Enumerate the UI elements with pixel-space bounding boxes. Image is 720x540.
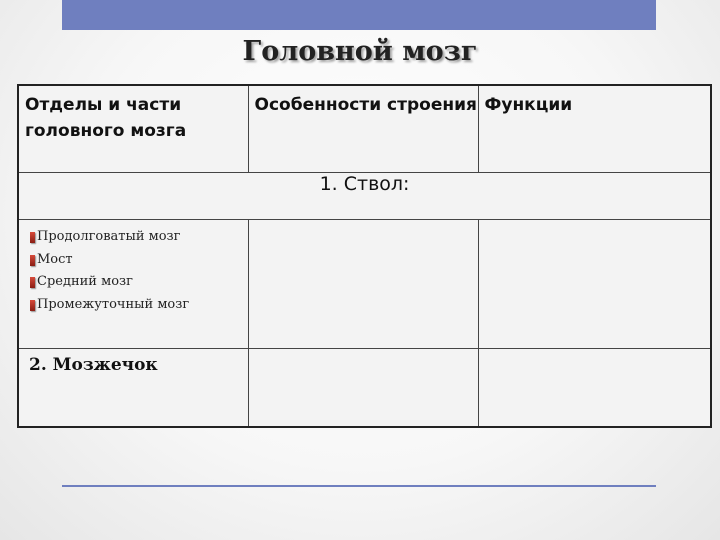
header-functions-label: Функции — [484, 95, 573, 115]
cerebellum-cell — [18, 349, 248, 428]
bottom-accent-line — [62, 485, 656, 487]
table-row-stem-parts — [18, 220, 711, 349]
bullet-icon — [30, 300, 35, 311]
header-parts-label: Отделы и части головного мозга — [25, 95, 187, 141]
bullet-icon — [30, 277, 35, 288]
table-header-row — [18, 85, 711, 173]
header-cell-parts — [18, 85, 248, 173]
stem-structure-cell — [248, 220, 478, 349]
header-cell-functions — [478, 85, 711, 173]
list-item — [31, 249, 248, 272]
bullet-icon — [30, 232, 35, 243]
cerebellum-label: 2. Мозжечок — [29, 355, 158, 375]
list-item — [31, 226, 248, 249]
section-row-stem — [18, 173, 711, 220]
stem-parts-list — [19, 220, 248, 316]
list-item-label: Промежуточный мозг — [37, 296, 190, 312]
cerebellum-structure-cell — [248, 349, 478, 428]
section-cell-stem — [18, 173, 711, 220]
bullet-icon — [30, 255, 35, 266]
list-item — [31, 271, 248, 294]
top-accent-bar — [62, 0, 656, 30]
brain-table — [17, 84, 712, 428]
list-item — [31, 294, 248, 317]
list-item-label: Средний мозг — [37, 274, 133, 289]
stem-functions-cell — [478, 220, 711, 349]
slide-title: Головной мозг — [242, 36, 478, 67]
section-stem-label: 1. Ствол: — [319, 173, 410, 195]
header-structure-label: Особенности строения — [254, 95, 477, 115]
list-item-label: Мост — [37, 251, 73, 267]
header-cell-structure — [248, 85, 478, 173]
stem-parts-cell — [18, 220, 248, 349]
table-row-cerebellum — [18, 349, 711, 428]
cerebellum-functions-cell — [478, 349, 711, 428]
list-item-label: Продолговатый мозг — [37, 229, 181, 244]
